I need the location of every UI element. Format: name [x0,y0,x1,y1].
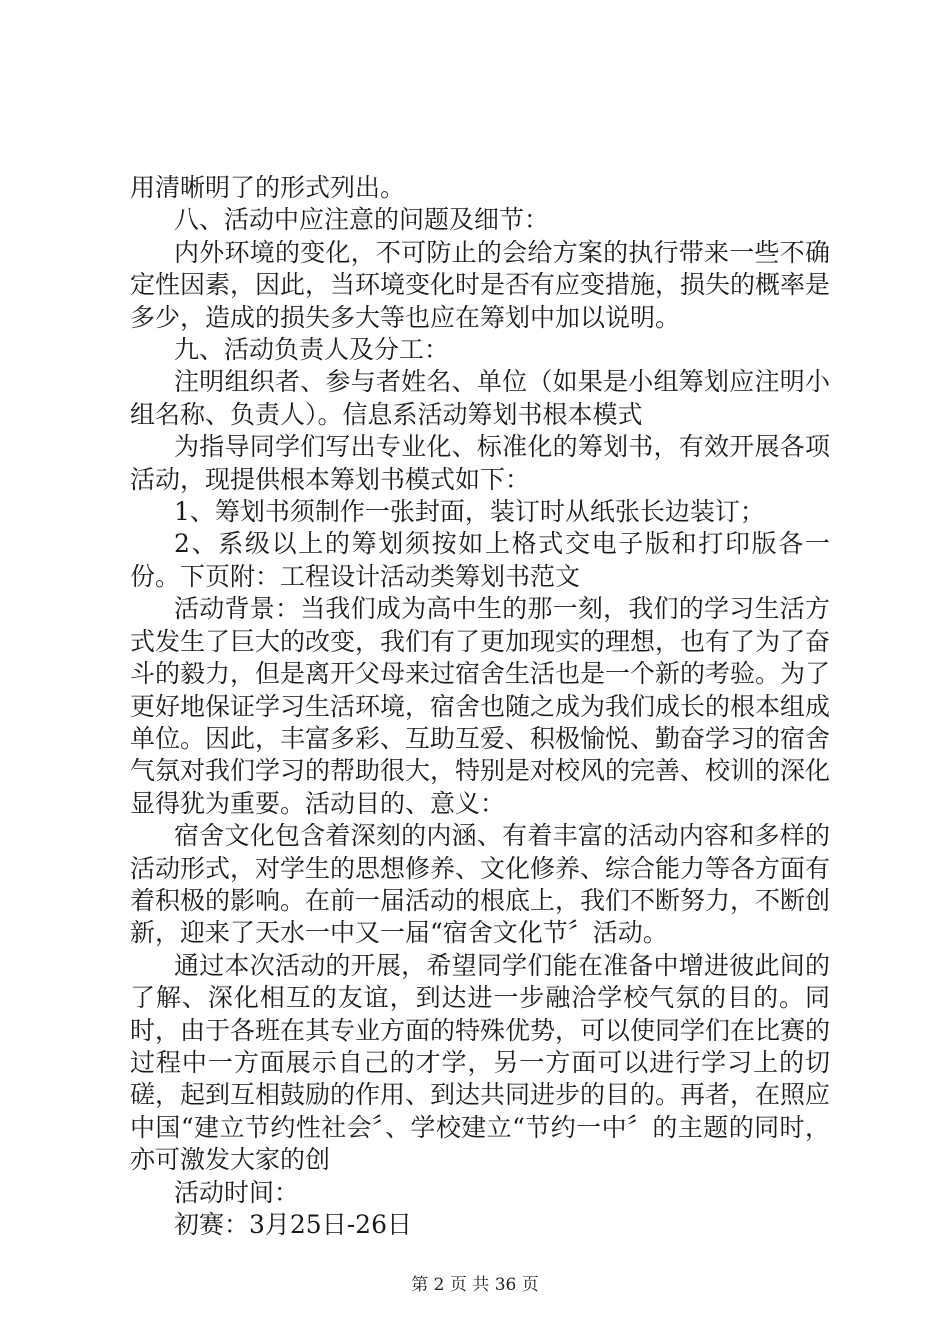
paragraph-4: 九、活动负责人及分工： [174,335,450,365]
paragraph-10: 宿舍文化包含着深刻的内涵、有着丰富的活动内容和多样的活动形式，对学生的思想修养、文化修养、综合能力等各方面有着积极的影响。在前一届活动的根底上，我们不断努力，不断创新，迎来了天水一中又一届“宿舍文化节〞活动。 [130,821,831,948]
paragraph-9: 活动背景：当我们成为高中生的那一刻，我们的学习生活方式发生了巨大的改变，我们有了更加现实的理想，也有了为了奋斗的毅力，但是离开父母来过宿舍生活也是一个新的考验。为了更好地保证学习生活环境，宿舍也随之成为我们成长的根本组成单位。因此，丰富多彩、互助互爱、积极愉悦、勤奋学习的宿舍气氛对我们学习的帮助很大，特别是对校风的完善、校训的深化显得犹为重要。活动目的、意义： [130,594,831,818]
paragraph-3: 内外环境的变化，不可防止的会给方案的执行带来一些不确定性因素，因此，当环境变化时是否有应变措施，损失的概率是多少，造成的损失多大等也应在筹划中加以说明。 [130,237,831,332]
paragraph-7: 1、筹划书须制作一张封面，装订时从纸张长边装订； [174,497,765,527]
paragraph-6: 为指导同学们写出专业化、标准化的筹划书，有效开展各项活动，现提供根本筹划书模式如下： [130,432,830,494]
document-body [130,172,830,1241]
page-number-label: 第 2 页 共 36 页 [411,1275,539,1295]
page-footer [0,1270,950,1295]
paragraph-11: 通过本次活动的开展，希望同学们能在准备中增进彼此间的了解、深化相互的友谊，到达进一步融洽学校气氛的目的。同时，由于各班在其专业方面的特殊优势，可以使同学们在比赛的过程中一方面展示自己的才学，另一方面可以进行学习上的切磋，起到互相鼓励的作用、到达共同进步的目的。再者，在照应中国“建立节约性社会〞、学校建立“节约一中〞的主题的同时，亦可激发大家的创 [130,950,831,1175]
paragraph-1: 用清晰明了的形式列出。 [130,173,406,202]
paragraph-8: 2、系级以上的筹划须按如上格式交电子版和打印版各一份。下页附：工程设计活动类筹划书范文 [130,529,830,591]
paragraph-13: 初赛：3月25日-26日 [174,1210,412,1239]
paragraph-5: 注明组织者、参与者姓名、单位（如果是小组筹划应注明小组名称、负责人）。信息系活动筹划书根本模式 [130,367,830,429]
paragraph-2: 八、活动中应注意的问题及细节： [174,205,550,235]
paragraph-12: 活动时间： [174,1177,300,1207]
